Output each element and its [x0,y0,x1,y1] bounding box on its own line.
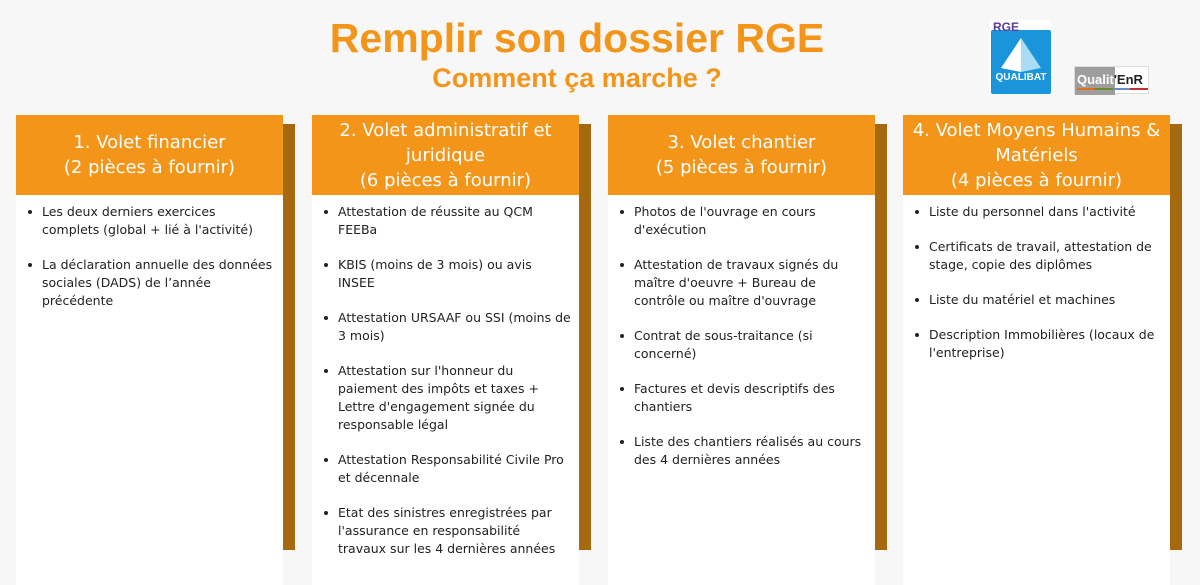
column-header [312,115,579,195]
item-list [16,195,283,310]
column-header [608,115,875,195]
column-header [903,115,1170,195]
list-item: Etat des sinistres enregistrées par l'assurance en responsabilité travaux sur les 4 dernières années [324,504,571,558]
column-title: 4. Volet Moyens Humains & Matériels (4 pièces à fournir) [912,119,1161,191]
list-item: Certificats de travail, attestation de stage, copie des diplômes [915,238,1162,274]
list-item: Les deux derniers exercices complets (global + lié à l'activité) [28,203,275,239]
item-list [608,195,875,469]
column-shadow [283,124,295,550]
column-card [16,115,283,585]
list-item: Attestation sur l'honneur du paiement des impôts et taxes + Lettre d'engagement signée du responsable légal [324,362,571,434]
page-subtitle: Comment ça marche ? [432,63,722,93]
list-item: Attestation URSAAF ou SSI (moins de 3 mois) [324,309,571,345]
column-card [312,115,579,585]
column-shadow [579,124,591,550]
list-item: Liste des chantiers réalisés au cours des 4 dernières années [620,433,867,469]
list-item: Liste du matériel et machines [915,291,1162,309]
column-title: 1. Volet financier (2 pièces à fournir) [63,132,236,178]
list-item: Description Immobilières (locaux de l'entreprise) [915,326,1162,362]
column-shadow [1170,124,1182,550]
list-item: Photos de l'ouvrage en cours d'exécution [620,203,867,239]
column-3 [608,115,875,585]
list-item: Contrat de sous-traitance (si concerné) [620,327,867,363]
column-card [608,115,875,585]
column-header [16,115,283,195]
rge-qualibat-logo: QUALIBAT RGE [989,20,1051,94]
list-item: Liste du personnel dans l'activité [915,203,1162,221]
item-list [312,195,579,558]
qualitenr-logo: Qualit'EnR [1074,66,1149,94]
item-list [903,195,1170,362]
column-4 [903,115,1170,585]
qualibat-label: QUALIBAT [995,72,1047,83]
column-1 [16,115,283,585]
list-item: Attestation Responsabilité Civile Pro et décennale [324,451,571,487]
list-item: Attestation de réussite au QCM FEEBa [324,203,571,239]
column-shadow [875,124,887,550]
list-item: La déclaration annuelle des données sociales (DADS) de l’année précédente [28,256,275,310]
column-card [903,115,1170,585]
list-item: Attestation de travaux signés du maître d'oeuvre + Bureau de contrôle ou maître d'ouvrage [620,256,867,310]
column-2 [312,115,579,585]
list-item: KBIS (moins de 3 mois) ou avis INSEE [324,256,571,292]
list-item: Factures et devis descriptifs des chantiers [620,380,867,416]
column-title: 3. Volet chantier (5 pièces à fournir) [655,132,828,178]
column-title: 2. Volet administratif et juridique (6 pièces à fournir) [339,119,552,191]
page-title: Remplir son dossier RGE [329,15,825,61]
